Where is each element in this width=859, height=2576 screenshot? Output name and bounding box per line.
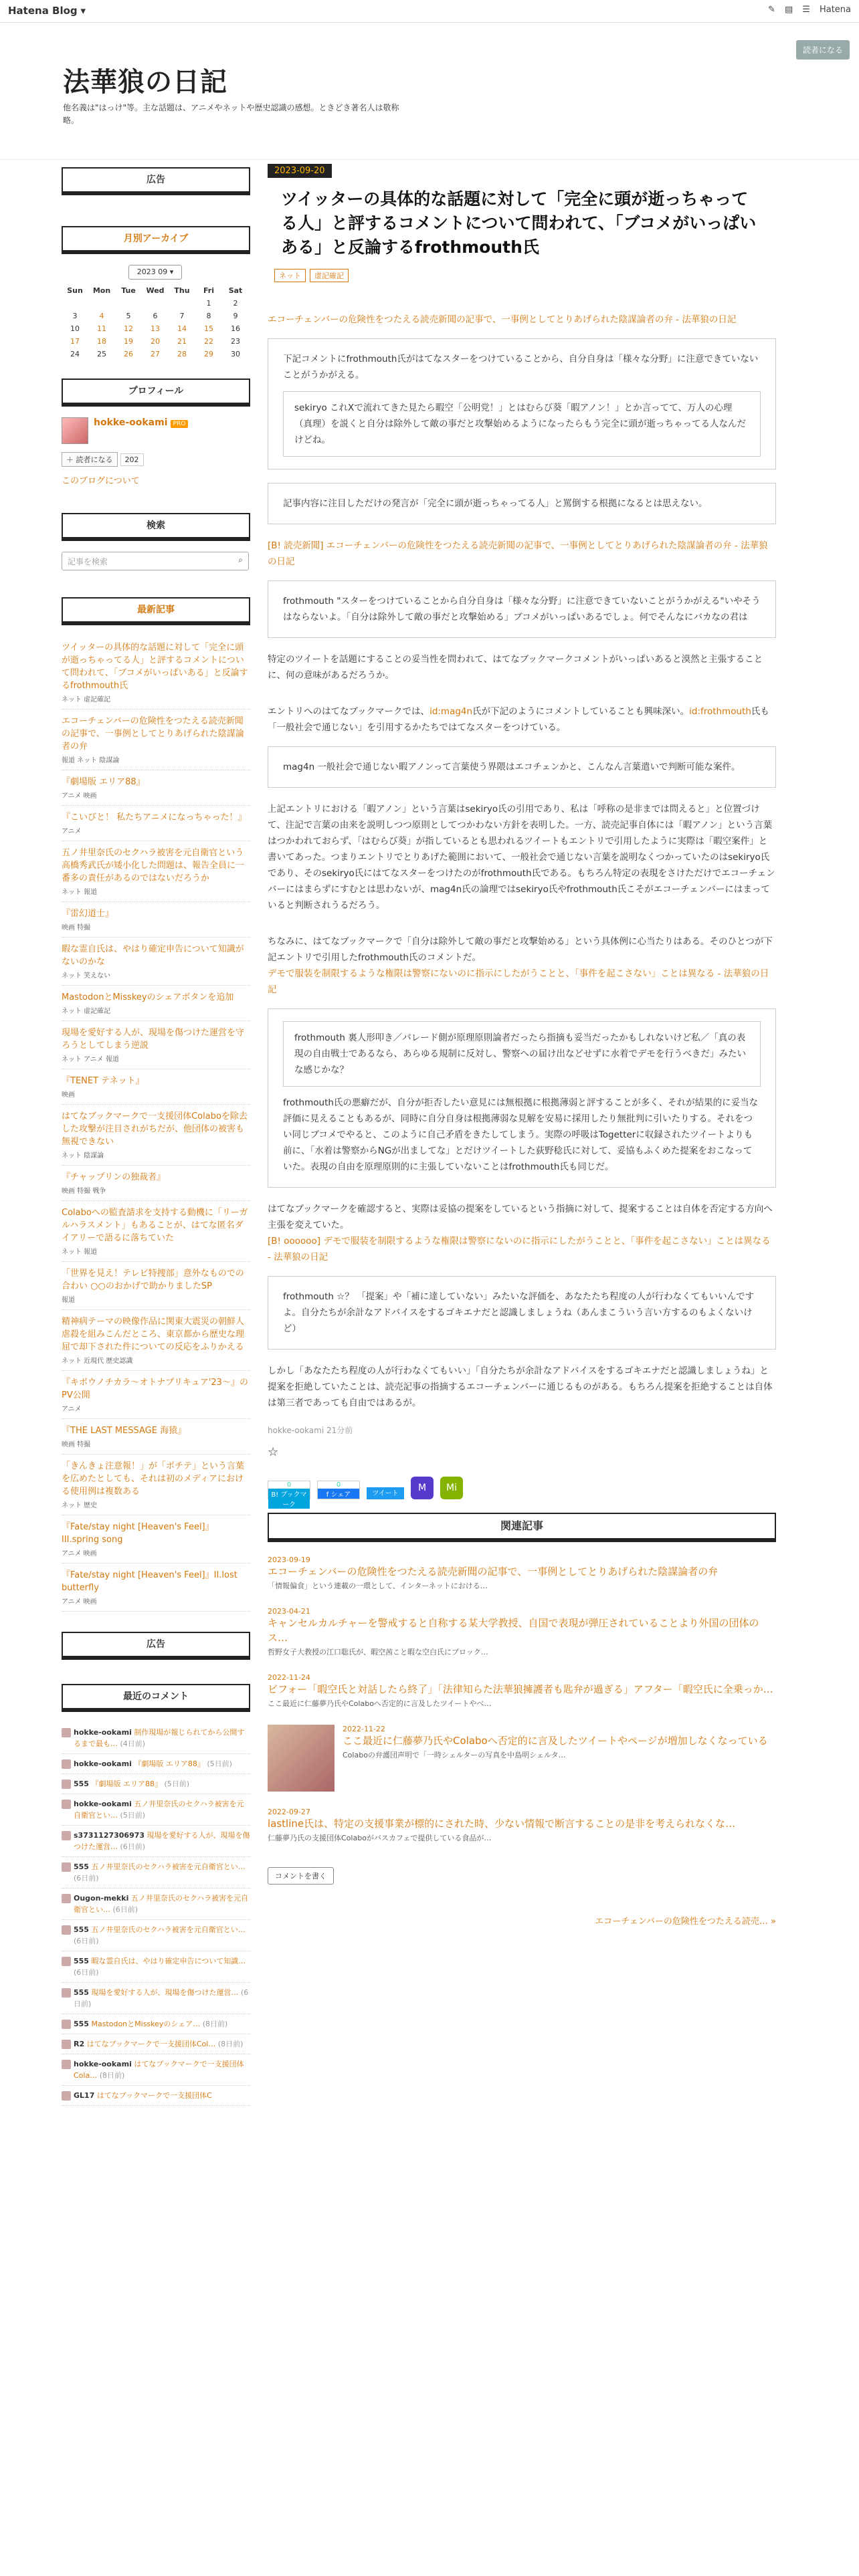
comment-entry-link[interactable]: 五ノ井里奈氏のセクハラ被害を元自衛官とい… [91, 1862, 246, 1871]
calendar-day[interactable]: 12 [124, 324, 133, 333]
comment-time: (5日前) [164, 1780, 190, 1788]
user-link[interactable]: id:frothmouth [689, 706, 751, 717]
recent-item-link[interactable]: はてなブックマークで一支援団体Colaboを除去した攻撃が注目されがちだが、他団体の被害も無視できない [62, 1111, 248, 1147]
comment-entry-link[interactable]: 『劇場版 エリア88』 [91, 1780, 162, 1788]
byline[interactable]: hokke-ookami 21分前 [268, 1426, 353, 1435]
related-title[interactable]: キャンセルカルチャーを警戒すると自称する某大学教授、自国で表現が弾圧されていることより外国の団体のス… [268, 1617, 759, 1644]
tweet-button[interactable]: ツイート [367, 1487, 404, 1499]
recent-item-tags[interactable]: 映画 特撮 [62, 1441, 91, 1448]
archive-heading[interactable]: 月別アーカイブ [62, 226, 250, 251]
recent-list [62, 636, 250, 1612]
comment-user[interactable]: 555 [74, 1925, 89, 1934]
comment-entry-link[interactable]: 現場を愛好する人が、現場を傷つけた運営… [74, 1831, 250, 1851]
user-icon [62, 1759, 71, 1769]
blockquote [268, 1008, 776, 1188]
comment-item[interactable] [62, 2014, 250, 2034]
recent-item [62, 1201, 250, 1262]
paragraph-text: エントリへのはてなブックマークでは、 [268, 706, 430, 717]
related-thumbnail[interactable] [268, 1725, 335, 1792]
share-buttons [268, 1477, 776, 1509]
recent-item-tags[interactable]: ネット 歴史 [62, 1502, 98, 1509]
related-list [268, 1555, 776, 1843]
share-label: f シェア [318, 1489, 359, 1499]
profile-heading: プロフィール [62, 379, 250, 404]
recent-item-tags[interactable]: ネット 報道 [62, 889, 98, 896]
comment-item[interactable] [62, 1774, 250, 1794]
calendar-day[interactable]: 11 [97, 324, 106, 333]
recent-item-link[interactable]: 『THE LAST MESSAGE 海猿』 [62, 1426, 187, 1436]
mastodon-icon[interactable]: M [411, 1477, 434, 1499]
weekday-label: Wed [146, 286, 165, 295]
comment-entry-link[interactable]: 暇な霊自氏は、やはり確定申告について知識… [91, 1957, 246, 1965]
sidebar-ad-heading: 広告 [62, 167, 250, 193]
recent-item [62, 636, 250, 710]
blog-description: 他名義は"はっけ"等。主な話題は、アニメやネットや歴史認識の感想。ときどき著名人は敬称略。 [63, 103, 399, 125]
calendar-day: 24 [70, 350, 80, 358]
calendar-day[interactable]: 22 [204, 337, 213, 346]
quote-text: 記事内容に注目しただけの発言が「完全に頭が逝っちゃってる人」と罵倒する根拠になるとは思えない。 [283, 498, 708, 509]
weekday-label: Thu [174, 286, 190, 295]
comment-time: (5日前) [120, 1811, 146, 1820]
user-icon [62, 1988, 71, 1998]
blockquote [268, 746, 776, 788]
user-icon [62, 2020, 71, 2029]
paragraph: 上記エントリにおける「暇アノン」という言葉はsekiryo氏の引用であり、私は「呼称の是非までは問えると」と位置づけて、注記で言葉の由来を説明しつつ原則としてつかわない方針を表明した。一方、読売記事自体には「暇アノン」という言葉はつかわれておらず、「はむらび葵」が指しているとも思われるツイートもエントリで引用したように実際は「暇空案件」と書いてあった。つまりエントリでとりあげた範囲において、一般社会で通じない言葉を説明なくつかっていたのはsekiryo氏であり、そのsekiryo氏にはてなスターをつけたのがfrothmouth氏である。もちろん特定の表現をさけただけでエコーチェンバーにはまらずにすむとは思わないが、mag4n氏の論理ではsekiryo氏やfrothmouth氏こそがエコーチェンバーにはまっていると判断されうるだろう。 [268, 804, 775, 911]
sidebar [62, 167, 250, 2126]
about-blog-link[interactable]: このブログについて [62, 476, 140, 486]
recent-item-link[interactable]: 暇な霊自氏は、やはり確定申告について知識がないのかな [62, 944, 244, 967]
comment-entry-link[interactable]: 五ノ井里奈氏のセクハラ被害を元自衛官とい… [91, 1925, 246, 1934]
entry-title[interactable]: ツイッターの具体的な話題に対して「完全に頭が逝っちゃってる人」と評するコメントについて問われて、「ブコメがいっぱいある」と反論するfrothmouth氏 [281, 189, 757, 257]
user-icon [62, 2060, 71, 2069]
calendar-empty [169, 299, 195, 308]
calendar-day[interactable]: 26 [124, 350, 133, 358]
related-summary: ここ最近に仁藤夢乃氏やColaboへ否定的に言及したツイートやべ… [268, 1699, 492, 1708]
user-icon [62, 1862, 71, 1872]
comment-user[interactable]: hokke-ookami [74, 1800, 132, 1808]
recent-item-tags[interactable]: アニメ [62, 828, 82, 835]
recent-item [62, 770, 250, 806]
recent-item-tags[interactable]: アニメ 映画 [62, 1598, 97, 1606]
paragraph-text: ちなみに、はてなブックマークで「自分は除外して敵の事だと攻撃始める」という具体例に心当たりはある。そのひとつが下記エントリで引用したfrothmouth氏のコメントだ。 [268, 936, 773, 963]
comment-item[interactable] [62, 2086, 250, 2106]
calendar-day: 1 [206, 299, 211, 308]
calendar-day[interactable]: 17 [70, 337, 80, 346]
recent-item [62, 1310, 250, 1371]
recent-item-tags[interactable]: 映画 [62, 1091, 75, 1099]
recent-item-tags[interactable]: 映画 特撮 戦争 [62, 1188, 106, 1195]
comment-item[interactable] [62, 1920, 250, 1951]
user-icon [62, 1894, 71, 1903]
comment-item[interactable] [62, 1983, 250, 2014]
recent-item-tags[interactable]: 報道 ネット 陰謀論 [62, 757, 120, 764]
comment-entry-link[interactable]: はてなブックマークで一支援団体Cola… [74, 2060, 244, 2080]
comment-entry-link[interactable]: 五ノ井里奈氏のセクハラ被害を元自衛官とい… [74, 1800, 244, 1820]
recent-item-tags[interactable]: ネット 笑えない [62, 972, 111, 980]
inner-quote: sekiryo これXで流れてきた見たら暇空「公明党！」とはむらび葵「暇アノン！」とか言ってて、万人の心理（真理）を説くと自分は除外して敵の事だと攻撃始めるようになったらもう完全に頭が逝っちゃってる人なんだけどね。 [283, 391, 761, 457]
chevron-down-icon[interactable]: ▾ [80, 5, 86, 17]
subscribe-button[interactable]: 読者になる [796, 40, 850, 60]
weekday-label: Sat [228, 286, 243, 295]
related-title[interactable]: ここ最近に仁藤夢乃氏やColaboへ否定的に言及したツイートやページが増加しなくなっている [343, 1735, 768, 1747]
calendar-day: 8 [206, 312, 211, 320]
star-icon[interactable]: ☆ [268, 1445, 279, 1459]
recent-item-tags[interactable]: ネット 報道 [62, 1249, 98, 1256]
recent-item-tags[interactable]: 映画 特撮 [62, 924, 91, 932]
comment-entry-link[interactable]: MastodonとMisskeyのシェア… [91, 2020, 201, 2028]
recent-item-link[interactable]: 現場を愛好する人が、現場を傷つけた運営を守ろうとしてしまう逆説 [62, 1028, 245, 1051]
related-heading: 関連記事 [268, 1513, 776, 1539]
hatena-blog-logo[interactable] [8, 5, 86, 17]
comment-user[interactable]: hokke-ookami [74, 2060, 132, 2068]
hatena-topbar [0, 0, 859, 23]
brand-text: Hatena Blog [8, 5, 78, 17]
comment-item[interactable] [62, 1826, 250, 1857]
recent-item-tags[interactable]: ネット 虚記確記 [62, 1008, 111, 1015]
recent-item [62, 986, 250, 1021]
related-summary: 仁藤夢乃氏の支援団体Colaboがバスカフェで提供している食品が… [268, 1834, 492, 1842]
profile-name[interactable]: hokke-ookami [94, 417, 168, 428]
recent-item [62, 1419, 250, 1455]
comment-item[interactable] [62, 1754, 250, 1774]
blockquote [268, 1276, 776, 1350]
comment-user[interactable]: 555 [74, 1988, 89, 1997]
hatena-logo[interactable]: Hatena [819, 5, 851, 15]
sidebar-subscribe-label: 読者になる [76, 455, 113, 464]
recent-item-link[interactable]: 『こいびと！ 私たちアニメになっちゃった！』 [62, 813, 247, 823]
paragraph [268, 934, 776, 998]
calendar-day: 30 [231, 350, 240, 358]
blockquote [268, 483, 776, 524]
recent-item [62, 902, 250, 938]
hatena-bookmark-button[interactable] [268, 1481, 310, 1509]
article [268, 160, 776, 1931]
sidebar-subscribe-button[interactable]: ＋ 読者になる [62, 452, 118, 467]
comment-entry-link[interactable]: はてなブックマークで一支援団体Col… [86, 2040, 216, 2048]
recent-item [62, 1455, 250, 1515]
comment-user[interactable]: s3731127306973 [74, 1831, 145, 1840]
calendar-day: 5 [126, 312, 131, 320]
reader-count: 202 [120, 453, 144, 466]
calendar-day[interactable]: 28 [177, 350, 187, 358]
related-entry [268, 1555, 776, 1591]
related-date[interactable]: 2022-11-22 [343, 1725, 385, 1733]
category-tag[interactable]: 虚記確記 [310, 269, 349, 282]
blog-title[interactable]: 法華狼の日記 [63, 67, 227, 98]
recent-heading[interactable]: 最新記事 [62, 597, 250, 623]
recent-item [62, 1105, 250, 1166]
quote-text: frothmouth ☆？ 「提案」や「補に達していない」みたいな評価を、あなたたち程度の人が行わなくてもいいんですよ。自分たちが余計なアドバイスをするゴキエナだと認識しましょうね（あんまこういう言い方するのもよくないけど） [283, 1291, 755, 1334]
recent-item-link[interactable]: 五ノ井里奈氏のセクハラ被害を元自衛官という高橋秀武氏が矮小化した問題は、報告全員に一番多の責任があるのではないだろうか [62, 848, 245, 883]
recent-item [62, 1564, 250, 1612]
calendar-day[interactable]: 20 [151, 337, 160, 346]
pro-badge: PRO [171, 420, 189, 428]
comment-item[interactable] [62, 1794, 250, 1826]
recent-item-link[interactable]: 精神病テーマの映像作品に関東大震災の朝鮮人虐殺を組みこんだところ、東京都から歴史な理屈で却下された件についての反応をふりかえる [62, 1317, 245, 1352]
user-icon [62, 1957, 71, 1966]
comment-entry-link[interactable]: はてなブックマークで一支援団体C [96, 2091, 212, 2100]
related-date[interactable]: 2022-11-24 [268, 1673, 310, 1682]
comment-item[interactable] [62, 1889, 250, 1920]
month-select-value: 2023 09 [136, 267, 168, 276]
recent-item-tags[interactable]: ネット 陰謀論 [62, 1152, 104, 1160]
recent-item [62, 938, 250, 986]
comment-time: (6日前) [74, 1988, 249, 2008]
recent-item-link[interactable]: 「きんきょ注意報！」が「ポチテ」という言葉を広めたとしても、それは初のメディアにおける使用例は複数ある [62, 1461, 245, 1497]
recent-item-link[interactable]: Colaboへの監査請求を支持する動機に「リーガルハラスメント」もあることが、はてな匿名ダイアリーで語るに落ちていた [62, 1208, 248, 1243]
comment-user[interactable]: 555 [74, 1780, 89, 1788]
comments-heading: 最近のコメント [62, 1684, 250, 1709]
comment-user[interactable]: Ougon-mekki [74, 1894, 129, 1903]
comment-time: (4日前) [120, 1739, 146, 1748]
recent-item-tags[interactable]: アニメ 映画 [62, 1550, 97, 1558]
related-title[interactable]: エコーチェンバーの危険性をつたえる読売新聞の記事で、一事例としてとりあげられた陰謀論者の弁 [268, 1566, 719, 1578]
user-icon [62, 1925, 71, 1935]
related-date[interactable]: 2022-09-27 [268, 1808, 310, 1816]
comment-time: (6日前) [112, 1905, 138, 1914]
calendar-empty [62, 299, 88, 308]
recent-item-link[interactable]: 『劇場版 エリア88』 [62, 777, 145, 787]
related-entry [268, 1808, 776, 1843]
comment-time: (8日前) [202, 2020, 228, 2028]
calendar-day[interactable]: 29 [204, 350, 213, 358]
share-label: B! ブックマーク [268, 1489, 310, 1509]
entry-date[interactable]: 2023-09-20 [268, 164, 332, 178]
search-placeholder: 記事を検索 [68, 557, 108, 566]
comment-user[interactable]: GL17 [74, 2091, 95, 2100]
blockquote [268, 338, 776, 469]
comment-item[interactable] [62, 1857, 250, 1889]
blog-header [0, 23, 859, 160]
paragraph-text: はてなブックマークを確認すると、実際は妥協の提案をしているという指摘に対して、提案することは自体を否定する方向へ主張を変えていた。 [268, 1204, 773, 1230]
calendar-day[interactable]: 4 [99, 312, 104, 320]
paragraph [268, 704, 776, 736]
user-icon [62, 1780, 71, 1789]
calendar-empty [115, 299, 142, 308]
write-comment-button[interactable]: コメントを書く [268, 1867, 334, 1885]
recent-item-link[interactable]: 『キボウノチカラ〜オトナプリキュア'23〜』のPV公開 [62, 1378, 248, 1400]
weekday-label: Sun [67, 286, 83, 295]
comment-user[interactable]: R2 [74, 2040, 85, 2048]
misskey-icon[interactable]: Mi [440, 1477, 463, 1499]
facebook-share-button[interactable] [317, 1481, 360, 1499]
comment-time: (6日前) [120, 1842, 146, 1851]
paragraph-text: 氏が下記のようにコメントしていることも興味深い。 [472, 706, 690, 717]
related-title[interactable]: lastline氏は、特定の支援事業が標的にされた時、少ない情報で断言することの是非を考えられなくな… [268, 1818, 736, 1830]
comment-entry-link[interactable]: 現場を愛好する人が、現場を傷つけた運営… [91, 1988, 239, 1997]
calendar-day: 16 [231, 324, 240, 333]
recent-item [62, 710, 250, 770]
comment-time: (8日前) [217, 2040, 244, 2048]
quote-text: mag4n 一般社会で通じない暇アノンって言葉使う界隈はエコチェンかと、こんなん言葉遣いで判断可能な案件。 [283, 762, 741, 772]
calendar-day: 7 [179, 312, 185, 320]
recent-item-link[interactable]: ツイッターの具体的な話題に対して「完全に頭が逝っちゃってる人」と評するコメントについて問われて、「ブコメがいっぱいある」と反論するfrothmouth氏 [62, 643, 248, 691]
recent-item-link[interactable]: 『TENET テネット』 [62, 1076, 145, 1086]
calendar-day[interactable]: 15 [204, 324, 213, 333]
related-entry [268, 1725, 776, 1792]
related-summary: Colaboの弁護団声明で「一時シェルターの写真を中島明シェルタ… [343, 1751, 566, 1759]
comment-time: (6日前) [74, 1968, 99, 1977]
calendar-empty [88, 299, 115, 308]
recent-item-tags[interactable]: ネット 近現代 歴史認識 [62, 1358, 133, 1365]
calendar-day: 25 [97, 350, 106, 358]
archive-calendar [62, 265, 249, 358]
calendar-day: 6 [153, 312, 158, 320]
recent-item [62, 1515, 250, 1564]
related-summary: 哲野女子大教授の江口聡氏が、暇空茜こと暇な空白氏にブロック… [268, 1648, 488, 1656]
calendar-day: 23 [231, 337, 240, 346]
user-icon [62, 2040, 71, 2049]
quote-text: frothmouth "スターをつけていることから自分自身は「様々な分野」に注意できていないことがうかがえる"いやそうはならないよ。「自分は除外して敵の事だと攻撃始める」ブコメがいっぱいあるでしょ。何でそんなにバカなの君は [283, 596, 761, 623]
related-date[interactable]: 2023-04-21 [268, 1607, 310, 1616]
search-icon[interactable]: ⌕ [238, 555, 243, 564]
calendar-day: 2 [233, 299, 238, 308]
paragraph: しかし「あなたたち程度の人が行わなくてもいい」「自分たちが余計なアドバイスをするゴキエナだと認識しましょうね」と提案を拒絶していたことは、読売記事の指摘するエコーチェンバーに通じるものがある。もちろん提案を拒絶することは自体は第三者であっても自由ではあるが。 [268, 1366, 773, 1408]
quote-text: 下記コメントにfrothmouth氏がはてなスターをつけていることから、自分自身は「様々な分野」に注意できていないことがうかがえる。 [283, 354, 759, 381]
calendar-day: 9 [233, 312, 238, 320]
recent-item-link[interactable]: エコーチェンバーの危険性をつたえる読売新聞の記事で、一事例としてとりあげられた陰謀論者の弁 [62, 716, 244, 752]
lead-link[interactable]: エコーチェンバーの危険性をつたえる読売新聞の記事で、一事例としてとりあげられた陰謀論者の弁 - 法華狼の日記 [268, 314, 737, 325]
comment-item[interactable] [62, 1951, 250, 1983]
entry-content [268, 312, 776, 1411]
bookmark-link[interactable]: [B! 読売新聞] エコーチェンバーの危険性をつたえる読売新聞の記事で、一事例としてとりあげられた陰謀論者の弁 - 法華狼の日記 [268, 540, 768, 567]
sidebar-ad-heading-2: 広告 [62, 1632, 250, 1657]
recent-item [62, 806, 250, 841]
comment-user[interactable]: 555 [74, 1862, 89, 1871]
weekday-label: Tue [121, 286, 136, 295]
related-title[interactable]: ビフォー「暇空氏と対話したら終了」「法律知らた法華狼擁護者も匙弁が過ぎる」アフター「暇空氏に全乗っか… [268, 1683, 773, 1695]
recent-item-tags[interactable]: ネット 虚記確記 [62, 696, 111, 704]
user-icon [62, 1800, 71, 1809]
blockquote [268, 580, 776, 638]
next-entry-link[interactable]: エコーチェンバーの危険性をつたえる読売… » [595, 1917, 776, 1927]
category-tag[interactable]: ネット [274, 269, 306, 282]
recent-item [62, 1021, 250, 1069]
comment-item[interactable] [62, 2054, 250, 2086]
bookmark-link[interactable]: [B! oooooo] デモで服装を制限するような権限は警察にないのに指示にしたがうことと、「事件を起こさない」ことは異なる - 法華狼の日記 [268, 1236, 771, 1263]
calendar-day: 10 [70, 324, 80, 333]
user-icon [62, 1728, 71, 1737]
weekday-label: Fri [203, 286, 214, 295]
related-date[interactable]: 2023-09-19 [268, 1555, 310, 1564]
quote-text: frothmouth氏の悪癖だが、自分が拒否したい意見には無根拠に根拠薄弱と評することが多く、それが結果的に妥当な評価に見えることもあるが、同時に自分自身は根拠薄弱な見解を安易に採用したり無批判に引いたりする。それをつい同じブコメでやると、このように自己矛盾をきたしてしまう。実際の呼吸はTogetterに収録されたツイートよりも前に、「水着は警察からNGが出ましてな」とだけツイートした荻野稔氏に対して、妥協もふくめた提案をおこなっていた。表現の自由を原理原則的に主張していないことはfrothmouth氏も同じだ。 [283, 1097, 759, 1172]
edit-icon[interactable]: ✎ [768, 5, 775, 15]
comment-user[interactable]: 555 [74, 2020, 89, 2028]
user-icon [62, 1831, 71, 1840]
related-entry [268, 1607, 776, 1657]
inner-quote: frothmouth 裏人形叩き／パレード側が原理原則論者だったら指摘も妥当だったかもしれないけど私／「真の表現の自由戦士であるなら、あらゆる規制に反対し、警察への届け出などせずに水着でデモを行うべきだ」みたいな感じかな？ [283, 1021, 761, 1087]
related-entry [268, 1673, 776, 1709]
search-input[interactable] [62, 552, 249, 570]
article-link[interactable]: デモで服装を制限するような権限は警察にないのに指示にしたがうことと、「事件を起こさない」ことは異なる - 法華狼の日記 [268, 968, 769, 995]
share-count: 0 [336, 1481, 341, 1489]
recent-item-tags[interactable]: アニメ 映画 [62, 792, 97, 800]
calendar-day[interactable]: 27 [151, 350, 160, 358]
comment-time: (5日前) [207, 1759, 232, 1768]
comments-list [62, 1723, 250, 2106]
comment-item[interactable] [62, 2034, 250, 2054]
calendar-day[interactable]: 13 [151, 324, 160, 333]
calendar-grid [62, 286, 249, 358]
recent-item-link[interactable]: 『チャップリンの独裁者』 [62, 1172, 166, 1182]
month-select[interactable]: 2023 09 ▾ [128, 265, 182, 280]
calendar-day[interactable]: 14 [177, 324, 187, 333]
recent-item [62, 1371, 250, 1419]
weekday-label: Mon [92, 286, 111, 295]
related-summary: 「情報偏食」という連載の一環として、インターネットにおける… [268, 1582, 488, 1590]
calendar-day[interactable]: 18 [97, 337, 106, 346]
calendar-empty [142, 299, 169, 308]
recent-item-tags[interactable]: ネット アニメ 報道 [62, 1056, 119, 1063]
recent-item-link[interactable]: 『Fate/stay night [Heaven's Feel]』III.spring song [62, 1522, 214, 1545]
comment-user[interactable]: hokke-ookami [74, 1759, 132, 1768]
user-icon [62, 2091, 71, 2101]
avatar[interactable] [62, 417, 88, 444]
recent-item [62, 841, 250, 902]
recent-item [62, 1166, 250, 1201]
comment-user[interactable]: hokke-ookami [74, 1728, 132, 1737]
share-count: 0 [286, 1481, 292, 1489]
paragraph: 特定のツイートを話題にすることの妥当性を問われて、はてなブックマークコメントがいっぱいあると漠然と主張することに、何の意味があるだろうか。 [268, 654, 763, 681]
recent-item [62, 1262, 250, 1310]
calendar-day[interactable]: 21 [177, 337, 187, 346]
user-link[interactable]: id:mag4n [430, 706, 473, 717]
comment-item[interactable] [62, 1723, 250, 1754]
comment-entry-link[interactable]: 五ノ井里奈氏のセクハラ被害を元自衛官とい… [74, 1894, 249, 1914]
recent-item [62, 1069, 250, 1105]
recent-item-link[interactable]: 『Fate/stay night [Heaven's Feel]』II.lost butterfly [62, 1570, 237, 1593]
recent-item-tags[interactable]: アニメ [62, 1406, 82, 1413]
calendar-day[interactable]: 19 [124, 337, 133, 346]
comment-entry-link[interactable]: 『劇場版 エリア88』 [134, 1759, 205, 1768]
comment-entry-link[interactable]: 制作現場が報じられてから公開するまで最も… [74, 1728, 245, 1748]
comment-time: (8日前) [99, 2071, 125, 2080]
recent-item-link[interactable]: 『雷幻道士』 [62, 909, 114, 919]
recent-item-link[interactable]: 「世界を見え！テレビ特捜部」意外なものでの合わい ○○のおかげで助かりましたSP [62, 1269, 244, 1291]
calendar-day: 3 [72, 312, 78, 320]
menu-icon[interactable]: ☰ [802, 5, 810, 15]
paragraph [268, 1201, 776, 1265]
comment-time: (6日前) [74, 1937, 99, 1945]
search-heading: 検索 [62, 513, 250, 538]
paragraph-text: 氏も「一般社会で通じない」を引用するかたちではてなスターをつけている。 [268, 706, 769, 733]
comment-user[interactable]: 555 [74, 1957, 89, 1965]
recent-item-tags[interactable]: 報道 [62, 1297, 75, 1304]
recent-item-link[interactable]: MastodonとMisskeyのシェアボタンを追加 [62, 992, 234, 1002]
comment-time: (6日前) [74, 1874, 99, 1883]
read-icon[interactable]: ▤ [785, 5, 793, 15]
